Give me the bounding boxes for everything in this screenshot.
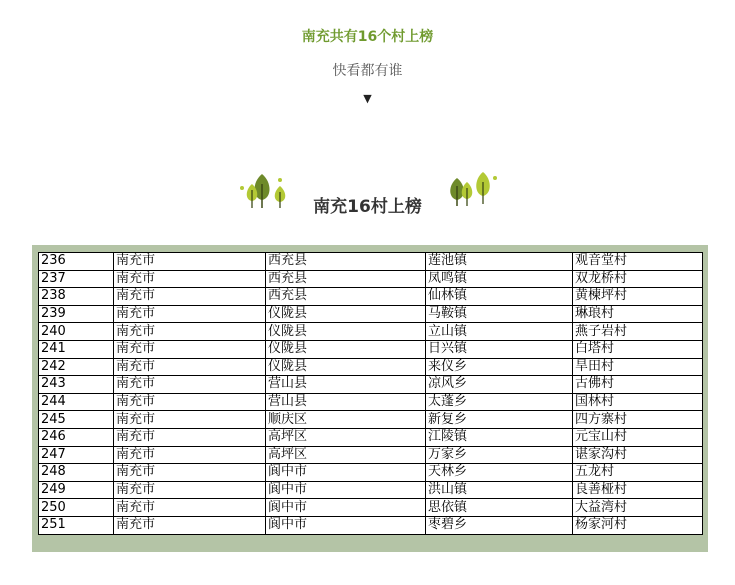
headline: 南充共有16个村上榜: [301, 29, 434, 45]
county-cell: 仪陇县: [266, 323, 426, 341]
rank-cell: 250: [39, 499, 114, 517]
village-table-frame: [32, 245, 708, 552]
village-cell: 国林村: [573, 393, 703, 411]
town-cell: 江陵镇: [426, 428, 573, 446]
table-row: [39, 270, 703, 288]
city-cell: 南充市: [114, 376, 266, 394]
village-cell: 黄楝坪村: [573, 288, 703, 306]
town-cell: 天林乡: [426, 464, 573, 482]
village-cell: 五龙村: [573, 464, 703, 482]
table-row: [39, 376, 703, 394]
village-cell: 良善桠村: [573, 481, 703, 499]
rank-cell: 247: [39, 446, 114, 464]
city-cell: 南充市: [114, 288, 266, 306]
town-cell: 来仪乡: [426, 358, 573, 376]
town-cell: 莲池镇: [426, 253, 573, 271]
table-row: [39, 288, 703, 306]
subline: 快看都有谁: [332, 63, 403, 79]
county-cell: 阆中市: [266, 481, 426, 499]
county-cell: 阆中市: [266, 499, 426, 517]
city-cell: 南充市: [114, 499, 266, 517]
rank-cell: 244: [39, 393, 114, 411]
table-row: [39, 428, 703, 446]
town-cell: 新复乡: [426, 411, 573, 429]
village-cell: 燕子岩村: [573, 323, 703, 341]
town-cell: 仙林镇: [426, 288, 573, 306]
table-row: [39, 358, 703, 376]
county-cell: 西充县: [266, 253, 426, 271]
city-cell: 南充市: [114, 305, 266, 323]
town-cell: 立山镇: [426, 323, 573, 341]
county-cell: 仪陇县: [266, 358, 426, 376]
county-cell: 营山县: [266, 376, 426, 394]
rank-cell: 246: [39, 428, 114, 446]
village-cell: 大益湾村: [573, 499, 703, 517]
rank-cell: 251: [39, 516, 114, 534]
town-cell: 日兴镇: [426, 340, 573, 358]
village-cell: 谌家沟村: [573, 446, 703, 464]
town-cell: 万家乡: [426, 446, 573, 464]
village-cell: 古佛村: [573, 376, 703, 394]
village-cell: 四方寨村: [573, 411, 703, 429]
city-cell: 南充市: [114, 323, 266, 341]
village-table: [38, 252, 703, 535]
table-row: [39, 411, 703, 429]
county-cell: 西充县: [266, 288, 426, 306]
village-cell: 白塔村: [573, 340, 703, 358]
down-arrow-icon: ▼: [363, 92, 372, 105]
county-cell: 高坪区: [266, 446, 426, 464]
city-cell: 南充市: [114, 516, 266, 534]
rank-cell: 248: [39, 464, 114, 482]
tree-cluster-icon: [443, 168, 503, 208]
county-cell: 营山县: [266, 393, 426, 411]
village-cell: 杨家河村: [573, 516, 703, 534]
county-cell: 仪陇县: [266, 340, 426, 358]
city-cell: 南充市: [114, 446, 266, 464]
table-row: [39, 446, 703, 464]
rank-cell: 241: [39, 340, 114, 358]
county-cell: 西充县: [266, 270, 426, 288]
village-cell: 观音堂村: [573, 253, 703, 271]
rank-cell: 242: [39, 358, 114, 376]
table-row: [39, 253, 703, 271]
town-cell: 洪山镇: [426, 481, 573, 499]
village-cell: 双龙桥村: [573, 270, 703, 288]
city-cell: 南充市: [114, 358, 266, 376]
town-cell: 枣碧乡: [426, 516, 573, 534]
county-cell: 阆中市: [266, 464, 426, 482]
rank-cell: 239: [39, 305, 114, 323]
county-cell: 阆中市: [266, 516, 426, 534]
rank-cell: 243: [39, 376, 114, 394]
table-row: [39, 481, 703, 499]
city-cell: 南充市: [114, 428, 266, 446]
county-cell: 高坪区: [266, 428, 426, 446]
city-cell: 南充市: [114, 464, 266, 482]
city-cell: 南充市: [114, 393, 266, 411]
rank-cell: 236: [39, 253, 114, 271]
town-cell: 思依镇: [426, 499, 573, 517]
rank-cell: 240: [39, 323, 114, 341]
rank-cell: 238: [39, 288, 114, 306]
rank-cell: 249: [39, 481, 114, 499]
town-cell: 凉风乡: [426, 376, 573, 394]
city-cell: 南充市: [114, 481, 266, 499]
rank-cell: 237: [39, 270, 114, 288]
city-cell: 南充市: [114, 340, 266, 358]
table-row: [39, 393, 703, 411]
village-cell: 元宝山村: [573, 428, 703, 446]
town-cell: 马鞍镇: [426, 305, 573, 323]
table-row: [39, 323, 703, 341]
rank-cell: 245: [39, 411, 114, 429]
village-cell: 旱田村: [573, 358, 703, 376]
county-cell: 顺庆区: [266, 411, 426, 429]
table-row: [39, 305, 703, 323]
village-cell: 琳琅村: [573, 305, 703, 323]
table-row: [39, 516, 703, 534]
city-cell: 南充市: [114, 253, 266, 271]
city-cell: 南充市: [114, 270, 266, 288]
town-cell: 太蓬乡: [426, 393, 573, 411]
town-cell: 凤鸣镇: [426, 270, 573, 288]
table-row: [39, 499, 703, 517]
table-row: [39, 340, 703, 358]
table-row: [39, 464, 703, 482]
county-cell: 仪陇县: [266, 305, 426, 323]
section-title: 南充16村上榜: [313, 197, 422, 217]
city-cell: 南充市: [114, 411, 266, 429]
